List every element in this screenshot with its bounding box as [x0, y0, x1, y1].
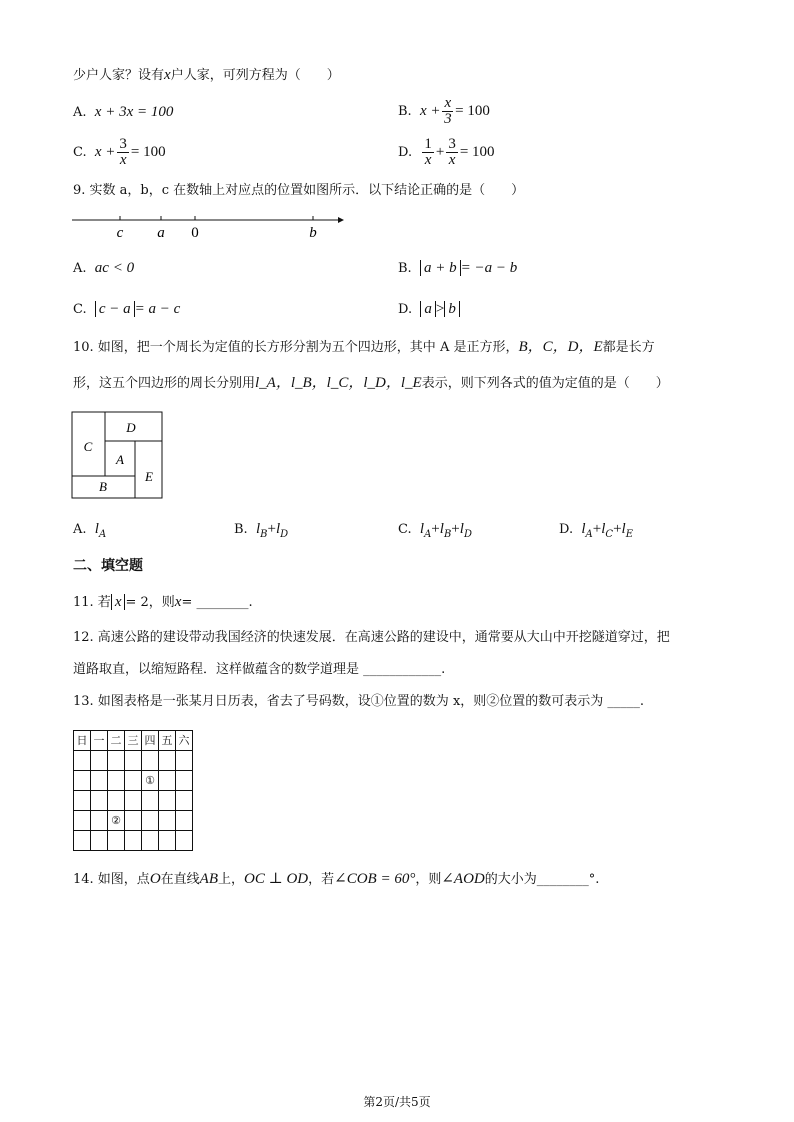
- calendar-header: 一: [91, 731, 108, 751]
- label-c: C: [83, 439, 93, 454]
- axis-label-a: a: [157, 225, 165, 241]
- q9-option-a: A. ac < 0: [73, 260, 135, 276]
- q10-option-b: B. $l_B+l_D$: [234, 521, 289, 540]
- q9-option-d: D. a > b: [398, 301, 460, 318]
- calendar-header: 五: [159, 731, 176, 751]
- calendar-header: 四: [142, 731, 159, 751]
- q10-option-c: C. $l_A+l_B+l_D$: [398, 521, 472, 540]
- q8-option-c: C. x + $\frac{3}{x}$ = 100: [73, 136, 166, 168]
- number-line: [70, 208, 350, 242]
- q14: 14. 如图，点O在直线AB上，OC ⊥ OD，若∠COB = 60°，则∠AOD的大小为________°.: [73, 871, 600, 887]
- calendar-header: 六: [176, 731, 193, 751]
- q8-option-a: A. x + 3x = 100: [73, 104, 174, 120]
- label-e: E: [145, 469, 153, 484]
- q9-option-c: C. c − a = a − c: [73, 301, 181, 317]
- label-b: B: [99, 479, 107, 494]
- page-footer: 第2页/共5页: [363, 1095, 431, 1109]
- number-line-arrow: [338, 217, 344, 223]
- calendar-header: 日: [74, 731, 91, 751]
- section-2-title: 二、填空题: [73, 558, 143, 574]
- axis-label-0: 0: [191, 225, 199, 241]
- calendar-row: [74, 791, 193, 811]
- axis-label-c: c: [116, 225, 124, 241]
- calendar-header: 二: [108, 731, 125, 751]
- q8-stem: 少户人家？设有x户人家，可列方程为（ ）: [73, 67, 340, 83]
- label-d: D: [126, 420, 136, 435]
- axis-label-b: b: [309, 225, 317, 241]
- label-a: A: [116, 452, 124, 467]
- calendar-row: [74, 831, 193, 851]
- q12-line2: 道路取直，以缩短路程．这样做蕴含的数学道理是 ____________.: [73, 662, 446, 677]
- q10-option-a: A. $l_A$: [73, 521, 107, 540]
- q9-option-b: B. a + b = −a − b: [398, 260, 518, 276]
- rectangle-figure: [71, 411, 165, 501]
- calendar-mark-2: ②: [108, 811, 125, 831]
- calendar-header: 三: [125, 731, 142, 751]
- calendar-table: [73, 730, 193, 851]
- q8-option-b: B. x + $\frac{x}{3}$ = 100: [398, 95, 490, 127]
- q10-line2: 形，这五个四边形的周长分别用l_A，l_B，l_C，l_D，l_E表示，则下列各式的值为定值的是（ ）: [73, 375, 669, 391]
- calendar-header-row: [74, 731, 193, 751]
- q13-stem: 13. 如图表格是一张某月日历表，省去了号码数，设①位置的数为 x，则②位置的数可表示为 _____.: [73, 694, 645, 709]
- calendar-row: [74, 751, 193, 771]
- q12-line1: 12. 高速公路的建设带动我国经济的快速发展．在高速公路的建设中，通常要从大山中开挖隧道穿过，把: [73, 630, 670, 645]
- q10-option-d: D. $l_A+l_C+l_E$: [559, 521, 634, 540]
- q8-option-d: D. $\frac{1}{x}$ + $\frac{3}{x}$ = 100: [398, 136, 495, 168]
- calendar-row: [74, 811, 193, 831]
- q11: 11. 若 x = 2，则x= ________.: [73, 594, 253, 610]
- calendar-row: [74, 771, 193, 791]
- q10-line1: 10. 如图，把一个周长为定值的长方形分割为五个四边形，其中 A 是正方形，B，C，D，E都是长方: [73, 339, 655, 355]
- calendar-mark-1: ①: [142, 771, 159, 791]
- q9-stem: 9. 实数 a，b，c 在数轴上对应点的位置如图所示．以下结论正确的是（ ）: [73, 183, 525, 198]
